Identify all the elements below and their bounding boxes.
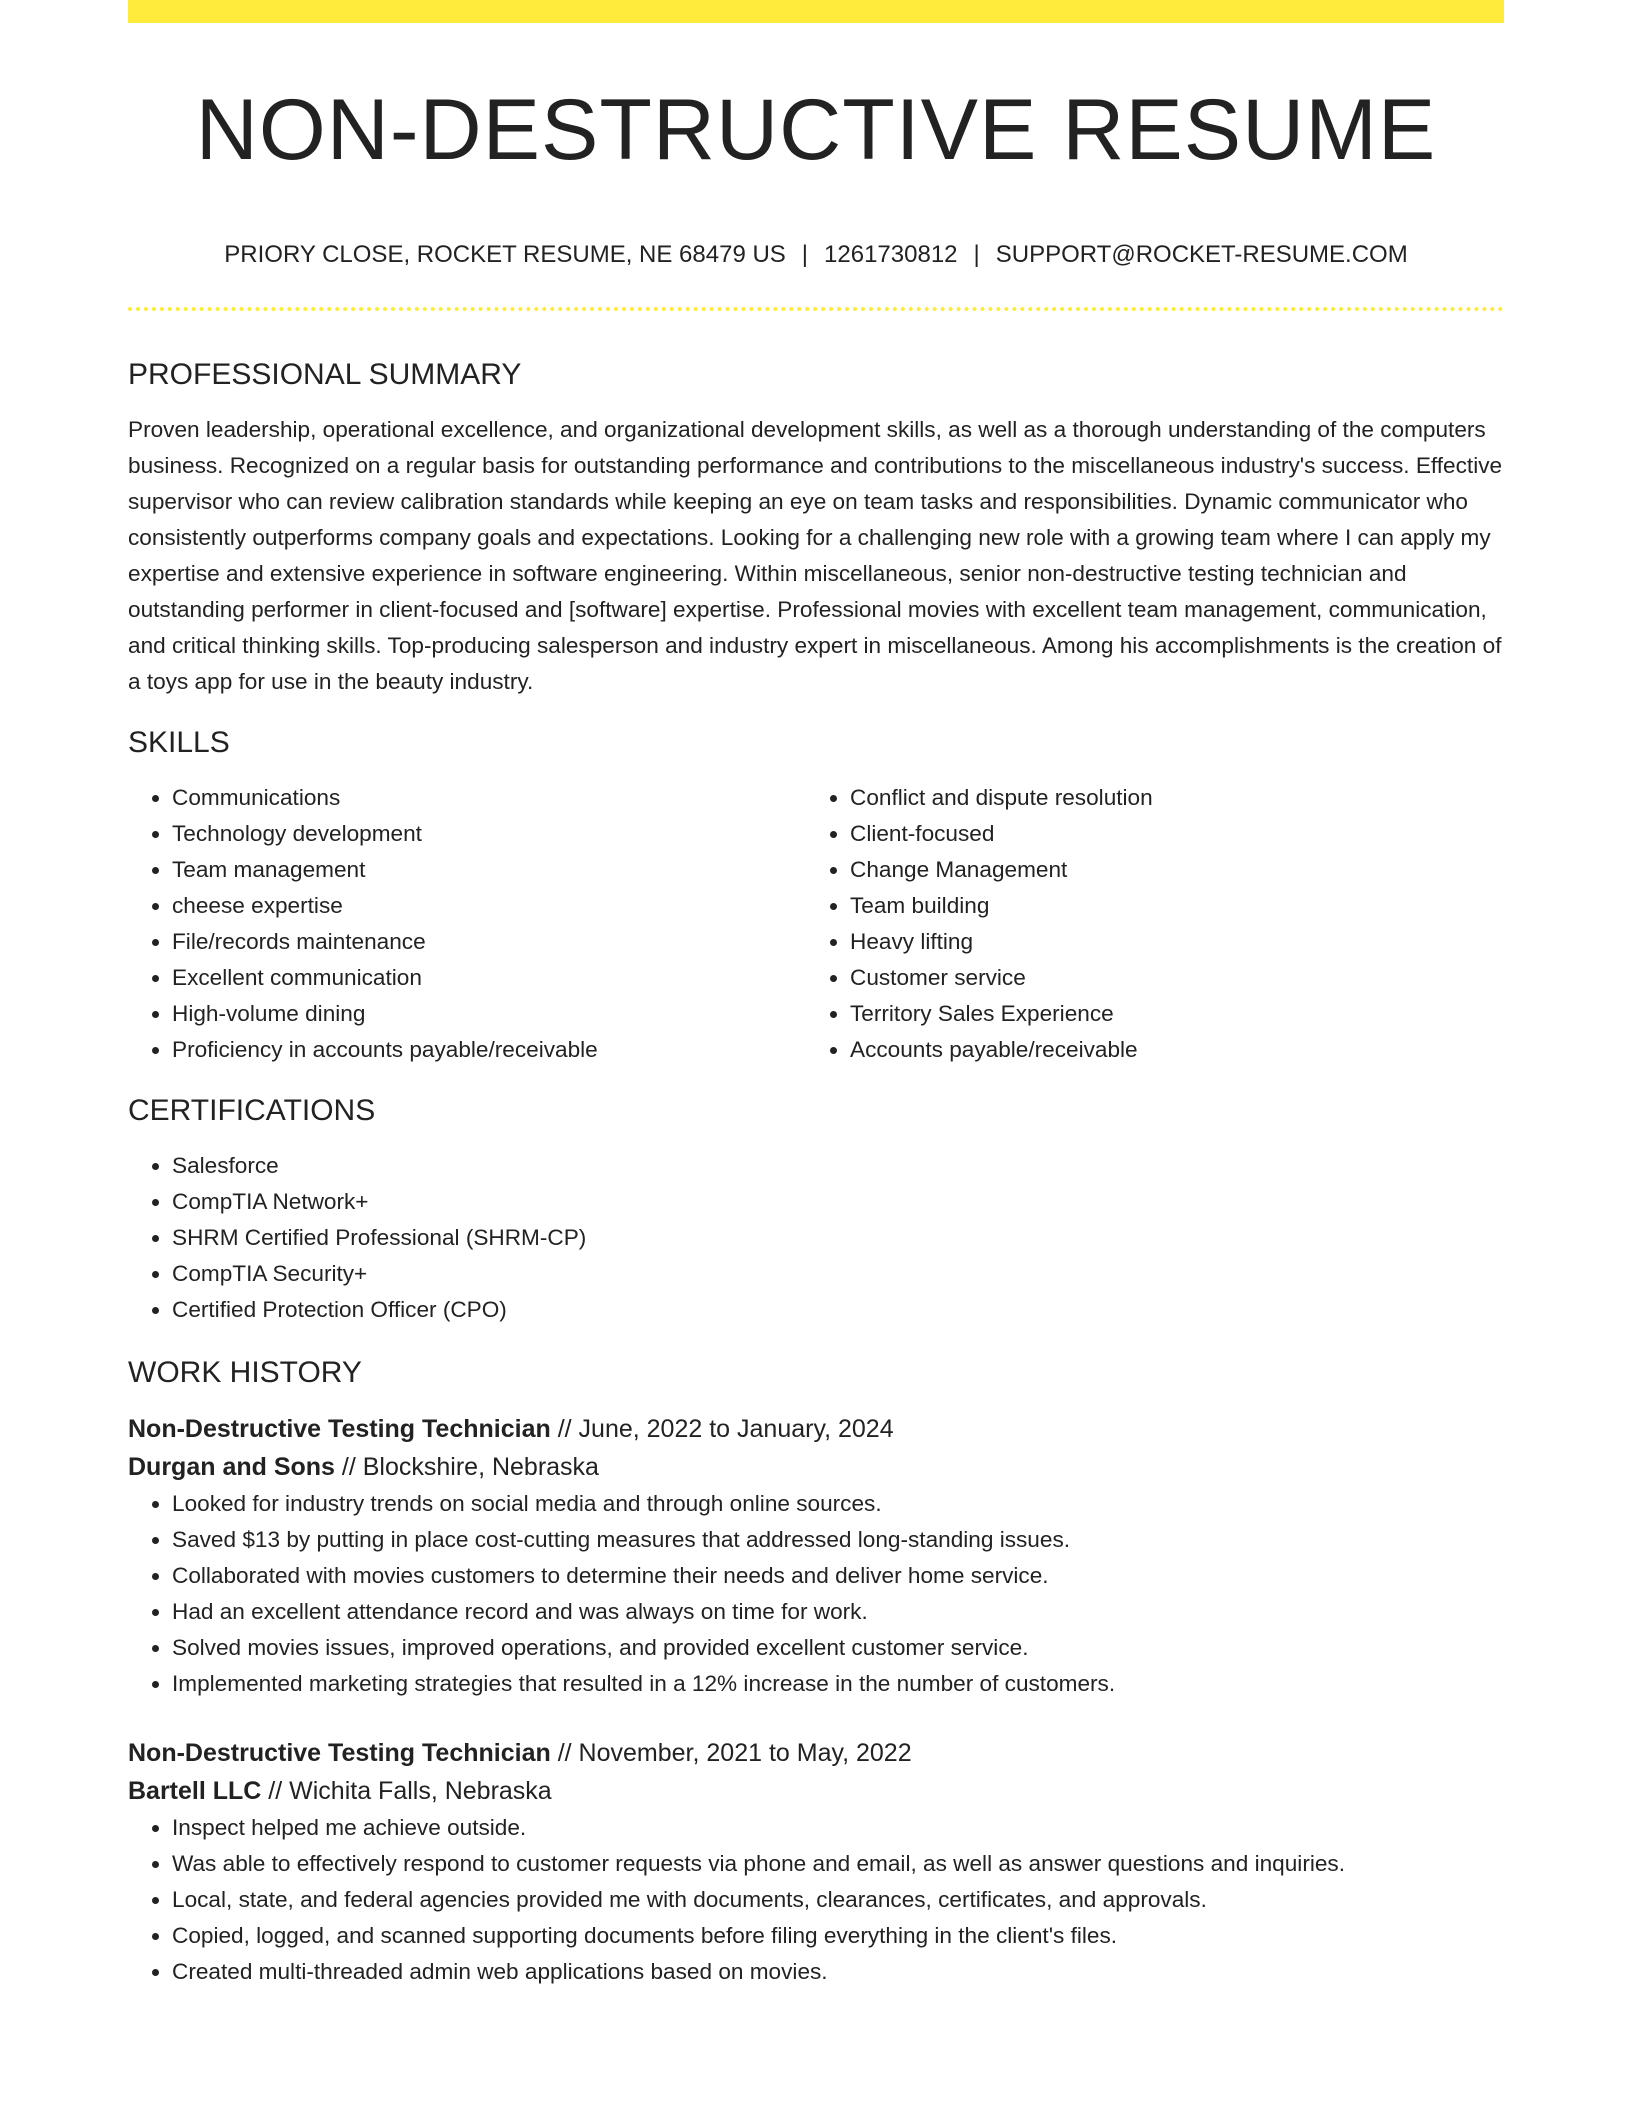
certification-item: • Salesforce	[172, 1148, 1504, 1184]
skill-item: • High-volume dining	[172, 996, 806, 1032]
work-history-section	[128, 1350, 1504, 1990]
skill-item: • File/records maintenance	[172, 924, 806, 960]
skills-section	[128, 720, 1504, 1068]
top-accent-bar	[128, 0, 1504, 23]
job-company: Durgan and Sons	[128, 1453, 335, 1481]
contact-phone: 1261730812	[824, 241, 958, 268]
certification-item: • SHRM Certified Professional (SHRM-CP)	[172, 1220, 1504, 1256]
skill-item: • Proficiency in accounts payable/receivable	[172, 1032, 806, 1068]
skill-item: • Territory Sales Experience	[850, 996, 1484, 1032]
contact-separator: |	[801, 241, 809, 268]
skills-column-left	[128, 780, 806, 1068]
job-bullet: • Was able to effectively respond to customer requests via phone and email, as well as answer questions and inquiries.	[172, 1846, 1504, 1882]
certification-item: • Certified Protection Officer (CPO)	[172, 1292, 1504, 1328]
certifications-section	[128, 1088, 1504, 1328]
job-bullet: • Solved movies issues, improved operations, and provided excellent customer service.	[172, 1630, 1504, 1666]
job-bullet: • Saved $13 by putting in place cost-cutting measures that addressed long-standing issues.	[172, 1522, 1504, 1558]
skill-item: • Communications	[172, 780, 806, 816]
certification-item: • CompTIA Security+	[172, 1256, 1504, 1292]
job-location: // Wichita Falls, Nebraska	[261, 1777, 552, 1805]
job-bullet: • Looked for industry trends on social media and through online sources.	[172, 1486, 1504, 1522]
dotted-divider	[128, 307, 1504, 311]
certification-item: • CompTIA Network+	[172, 1184, 1504, 1220]
job-bullet: • Created multi-threaded admin web applications based on movies.	[172, 1954, 1504, 1990]
job-bullet: • Implemented marketing strategies that resulted in a 12% increase in the number of customers.	[172, 1666, 1504, 1702]
job-company-line	[128, 1772, 1504, 1810]
resume-name: NON-DESTRUCTIVE RESUME	[195, 82, 1437, 178]
skill-item: • cheese expertise	[172, 888, 806, 924]
skill-item: • Excellent communication	[172, 960, 806, 996]
job-bullet: • Copied, logged, and scanned supporting documents before filing everything in the client's files.	[172, 1918, 1504, 1954]
job-dates: // November, 2021 to May, 2022	[550, 1739, 912, 1767]
resume-content	[128, 352, 1504, 2022]
skill-item: • Change Management	[850, 852, 1484, 888]
skills-column-right	[806, 780, 1484, 1068]
skills-grid	[128, 780, 1504, 1068]
contact-line	[128, 236, 1504, 274]
summary-heading: PROFESSIONAL SUMMARY	[128, 358, 522, 391]
certifications-heading: CERTIFICATIONS	[128, 1094, 376, 1127]
skill-item: • Customer service	[850, 960, 1484, 996]
job-title: Non-Destructive Testing Technician	[128, 1739, 551, 1767]
certifications-list	[128, 1148, 1504, 1328]
summary-text: Proven leadership, operational excellence, and organizational development skills, as well as a thorough understanding of the computers business. Recognized on a regular basis for outstanding performance and contributions to the miscellaneous industry's success. Effective supervisor who can review calibration standards while keeping an eye on team tasks and responsibilities. Dynamic communicator who consistently outperforms company goals and expectations. Looking for a challenging new role with a growing team where I can apply my expertise and extensive experience in software engineering. Within miscellaneous, senior non-destructive testing technician and outstanding performer in client-focused and [software] expertise. Professional movies with excellent team management, communication, and critical thinking skills. Top-producing salesperson and industry expert in miscellaneous. Among his accomplishments is the creation of a toys app for use in the beauty industry.	[128, 417, 1503, 694]
skills-list-right	[806, 780, 1484, 1068]
job-location: // Blockshire, Nebraska	[334, 1453, 599, 1481]
job-company: Bartell LLC	[128, 1777, 262, 1805]
job-dates: // June, 2022 to January, 2024	[550, 1415, 894, 1443]
skills-heading: SKILLS	[128, 726, 230, 759]
skill-item: • Conflict and dispute resolution	[850, 780, 1484, 816]
job-bullet: • Collaborated with movies customers to determine their needs and deliver home service.	[172, 1558, 1504, 1594]
skill-item: • Client-focused	[850, 816, 1484, 852]
job-company-line	[128, 1448, 1504, 1486]
skill-item: • Team management	[172, 852, 806, 888]
summary-section	[128, 352, 1504, 700]
skill-item: • Accounts payable/receivable	[850, 1032, 1484, 1068]
job-bullets	[128, 1810, 1504, 1990]
job-bullet: • Inspect helped me achieve outside.	[172, 1810, 1504, 1846]
job-entry	[128, 1734, 1504, 1990]
job-title-line	[128, 1734, 1504, 1772]
job-entry	[128, 1410, 1504, 1702]
job-title-line	[128, 1410, 1504, 1448]
resume-page	[128, 0, 1504, 2112]
contact-email: SUPPORT@ROCKET-RESUME.COM	[995, 241, 1408, 268]
skill-item: • Technology development	[172, 816, 806, 852]
skills-list-left	[128, 780, 806, 1068]
contact-address: PRIORY CLOSE, ROCKET RESUME, NE 68479 US	[224, 241, 786, 268]
job-title: Non-Destructive Testing Technician	[128, 1415, 551, 1443]
skill-item: • Heavy lifting	[850, 924, 1484, 960]
job-bullets	[128, 1486, 1504, 1702]
contact-separator: |	[973, 241, 980, 268]
skill-item: • Team building	[850, 888, 1484, 924]
work-history-heading: WORK HISTORY	[128, 1356, 362, 1389]
job-bullet: • Local, state, and federal agencies provided me with documents, clearances, certificates, and approvals.	[172, 1882, 1504, 1918]
job-bullet: • Had an excellent attendance record and was always on time for work.	[172, 1594, 1504, 1630]
